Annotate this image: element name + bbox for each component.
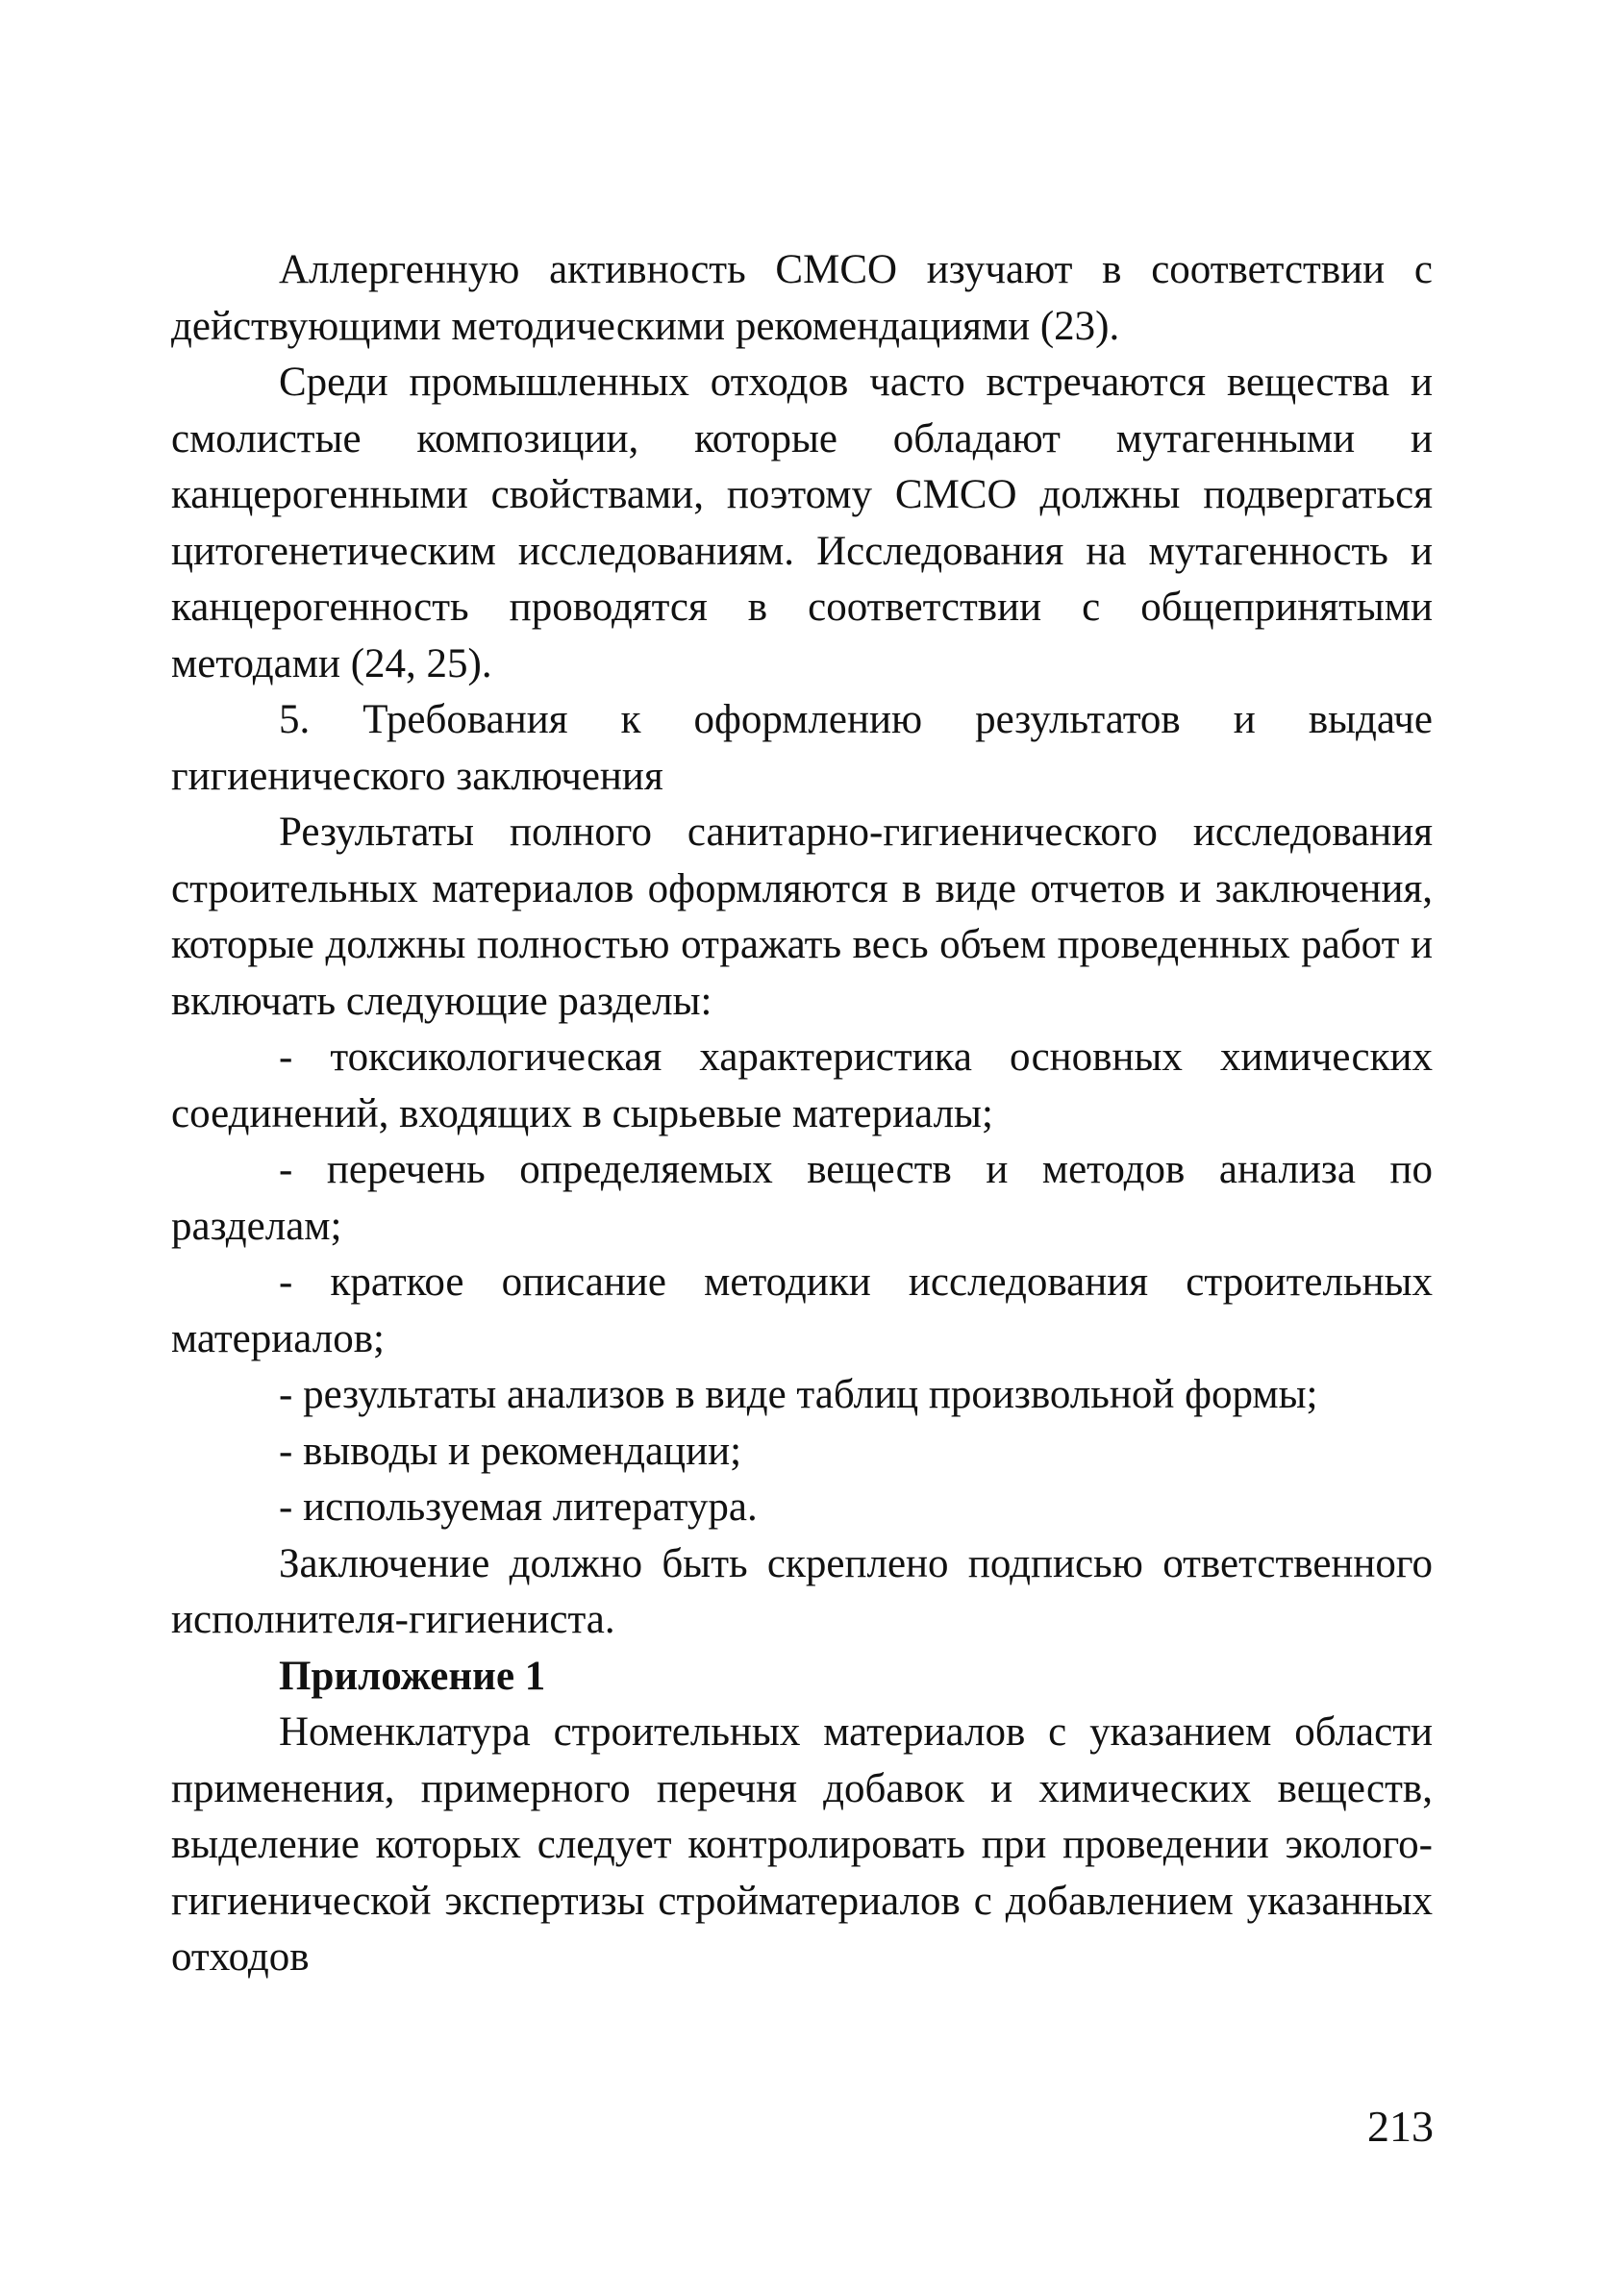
list-item: - токсикологическая характеристика основных химических соединений, входящих в сырьевые материалы;	[171, 1035, 1433, 1136]
list-item: - используемая литература.	[279, 1484, 758, 1530]
paragraph-appendix-description: Номенклатура строительных материалов с указанием области применения, примерного перечня добавок и химических веществ, выделение которых следует контролировать при проведении эколого-гигиенической экспертизы стройматериалов с добавлением указанных отходов	[171, 1709, 1433, 1980]
list-item: - выводы и рекомендации;	[279, 1428, 742, 1474]
paragraph-conclusion-signature: Заключение должно быть скреплено подписью ответственного исполнителя-гигиениста.	[171, 1540, 1433, 1642]
page-body	[171, 242, 1433, 1986]
appendix-title: Приложение 1	[279, 1653, 546, 1699]
section-heading-5: 5. Требования к оформлению результатов и выдаче гигиенического заключения	[171, 697, 1433, 799]
page-number: 213	[1367, 2102, 1434, 2151]
paragraph-allergenic-activity: Аллергенную активность СМСО изучают в соответствии с действующими методическими рекомендациями (23).	[171, 247, 1433, 349]
list-item: - краткое описание методики исследования строительных материалов;	[171, 1259, 1433, 1361]
paragraph-results-report: Результаты полного санитарно-гигиенического исследования строительных материалов оформляются в виде отчетов и заключения, которые должны полностью отражать весь объем проведенных работ и включать следующие разделы:	[171, 810, 1433, 1024]
list-item: - результаты анализов в виде таблиц произвольной формы;	[279, 1372, 1318, 1417]
report-sections-list	[171, 1030, 1433, 1536]
list-item: - перечень определяемых веществ и методов анализа по разделам;	[171, 1147, 1433, 1249]
paragraph-mutagenic-studies: Среди промышленных отходов часто встречаются вещества и смолистые композиции, которые обладают мутагенными и канцерогенными свойствами, поэтому СМСО должны подвергаться цитогенетическим исследованиям. Исследования на мутагенность и канцерогенность проводятся в соответствии с общепринятыми методами (24, 25).	[171, 360, 1433, 686]
